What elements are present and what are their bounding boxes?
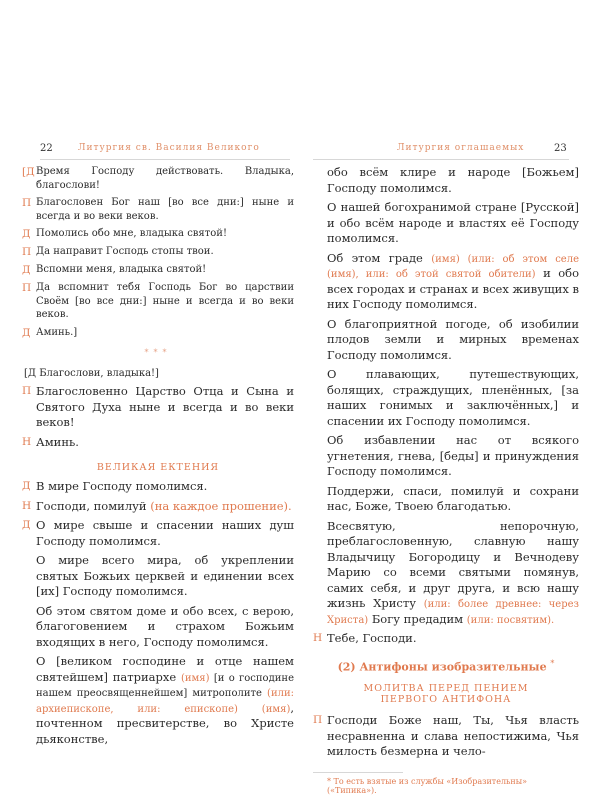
petition-text: Поддержи, спаси, помилуй и сохрани нас, Боже, Твоею благодатью. — [327, 483, 579, 513]
name-rubric: (имя) — [180, 672, 210, 684]
left-page — [22, 143, 295, 746]
verse-text: В мире Господу помолимся. — [36, 479, 208, 493]
page-number-right: 23 — [554, 143, 567, 154]
speaker-mark: П — [313, 714, 323, 727]
petition — [313, 484, 579, 515]
verse-text: Помолись обо мне, владыка святой! — [36, 228, 227, 239]
petition-part: Об этом граде — [327, 250, 432, 265]
verse-text: Время Господу действовать. Владыка, благослови! — [36, 166, 294, 191]
footnote-text: * То есть взятые из службы «Изобразительны» («Типика»). — [327, 776, 527, 795]
verse-row — [22, 196, 294, 223]
opening-dialogue — [22, 165, 294, 340]
speaker-mark: Н — [313, 632, 323, 644]
petition-part: Всесвятую, непорочную, преблагословенную, славную нашу Владычицу Богородицу и Вечнодеву Марию со всеми святыми помянув, самих себя, и друг друга, и всю нашу жизнь Христу — [327, 518, 579, 610]
header-divider-left — [40, 159, 290, 160]
verse-row — [22, 263, 294, 277]
petition-part: О [великом господине и отце нашем святейшем] патриархе — [36, 654, 294, 684]
petition-text: обо всём клире и народе [Божьем] Господу помолимся. — [327, 165, 579, 195]
petition-part: , почтенном пресвитерстве, во Христе дьяконстве, — [36, 700, 295, 746]
petition-text — [36, 654, 294, 747]
alternative-rubric: (или: более древнее: через Христа) — [327, 599, 579, 626]
blessing-dialogue — [22, 367, 294, 451]
verse-text: Аминь. — [36, 434, 79, 449]
verse-text: Да вспомнит тебя Господь Бог во царствии Своём [во все дни:] ныне и всегда и во веки веков. — [36, 282, 294, 320]
petition — [313, 251, 579, 313]
petition-part: и обо всех городах и странах и всех живущих в них Господу помолимся. — [327, 266, 580, 311]
speaker-mark: [Д — [22, 166, 35, 178]
verse-row — [22, 479, 294, 495]
petition-text: О нашей богохранимой стране [Русской] и обо всём народе и властях её Господу помолимся. — [327, 200, 579, 245]
section-separator: *** — [144, 347, 172, 357]
header-divider-right — [313, 159, 569, 160]
litany-heading: ВЕЛИКАЯ ЕКТЕНИЯ — [96, 462, 220, 473]
petition-text: Об этом святом доме и обо всех, с верою, благоговением и страхом Божьим входящих в него, Господу помолимся. — [36, 603, 294, 649]
verse-row — [22, 165, 294, 192]
speaker-mark: Д — [22, 519, 31, 531]
verse-text: Благословенно Царство Отца и Сына и Святого Духа ныне и всегда и во веки веков! — [36, 384, 294, 429]
petition — [313, 317, 579, 364]
antiphons-heading-text: (2) Антифоны изобразительные — [337, 660, 547, 674]
verse-row — [22, 435, 294, 451]
verse-text: Вспомни меня, владыка святой! — [36, 264, 207, 275]
petition — [22, 553, 294, 600]
verse-text: Да направит Господь стопы твои. — [36, 246, 214, 257]
alternative-rubric: (или: архиепископе, или: епископе) — [36, 688, 294, 715]
name-rubric: (имя) — [431, 253, 460, 265]
petition-text: О мире всего мира, об укреплении святых Божьих церквей и единении всех [их] Господу помолимся. — [36, 553, 294, 598]
speaker-mark: Д — [22, 264, 31, 276]
great-litany — [22, 479, 294, 747]
right-page — [313, 143, 580, 795]
verse-text: [Д Благослови, владыка!] — [24, 367, 159, 379]
prayer-heading-line2: ПЕРВОГО АНТИФОНА — [380, 694, 512, 706]
speaker-mark: Н — [22, 435, 32, 448]
alternative-rubric: (или: посвятим). — [466, 614, 555, 626]
speaker-mark: П — [22, 282, 32, 294]
petition — [22, 604, 294, 651]
page-number-left: 22 — [40, 143, 53, 154]
running-title-right: Литургия оглашаемых — [397, 143, 525, 153]
speaker-mark: Д — [22, 228, 31, 240]
petition — [313, 433, 579, 480]
running-header-right — [313, 143, 579, 157]
petition-text — [327, 519, 579, 628]
speaker-mark: П — [22, 385, 32, 397]
verse-text: Аминь.] — [36, 326, 78, 338]
verse-text: Благословен Бог наш [во все дни:] ныне и всегда и во веки веков. — [36, 197, 294, 222]
verse-text — [36, 499, 294, 515]
rubric-note: (на каждое прошение). — [150, 498, 292, 513]
petition — [313, 519, 579, 628]
verse-text: Господи Боже наш, Ты, Чья власть несравненна и слава непостижима, Чья милость безмерна и чело- — [327, 713, 579, 759]
petition-text: Об избавлении нас от всякого угнетения, гнева, [беды] и принуждения Господу помолимся. — [327, 433, 579, 478]
speaker-mark: Д — [22, 326, 31, 339]
verse-row — [22, 499, 294, 515]
right-content — [313, 165, 579, 795]
name-rubric: (имя) — [237, 703, 291, 715]
verse-row — [313, 713, 579, 760]
verse-text: О мире свыше и спасении наших душ Господу помолимся. — [36, 518, 294, 548]
footnote-rule — [313, 772, 403, 773]
antiphons-heading — [313, 659, 579, 674]
verse-row — [22, 281, 294, 322]
verse-row — [22, 384, 294, 431]
alternative-rubric: (или: об этом селе (имя), или: об этой святой обители) — [327, 253, 579, 280]
verse-row — [22, 227, 294, 241]
verse-row — [22, 518, 294, 549]
verse-row — [22, 326, 294, 340]
petition-text — [327, 251, 579, 313]
speaker-mark: Н — [22, 499, 32, 512]
petition-text: О плавающих, путешествующих, болящих, страждущих, пленённых, [за наших гонимых и заключённых,] и спасении их Господу помолимся. — [327, 367, 579, 428]
running-header-left — [22, 143, 294, 157]
petition-part: Богу предадим — [368, 611, 467, 626]
petition — [313, 367, 579, 429]
verse-row — [22, 245, 294, 259]
prayer-heading-line1: МОЛИТВА ПЕРЕД ПЕНИЕМ — [363, 683, 529, 695]
petition-text: О благоприятной погоде, об изобилии плодов земли и мирных временах Господу помолимся. — [327, 316, 579, 362]
petition — [313, 200, 579, 247]
verse-text: Тебе, Господи. — [327, 631, 417, 645]
verse-main: Господи, помилуй — [36, 498, 151, 513]
running-title-left: Литургия св. Василия Великого — [78, 143, 260, 153]
petition-part: [и о господине нашем преосвященнейшем] митрополите — [36, 672, 294, 699]
petition — [313, 165, 579, 196]
petition — [22, 654, 294, 747]
footnote-marker: * — [550, 658, 555, 668]
left-content — [22, 165, 294, 751]
speaker-mark: Д — [22, 480, 31, 492]
speaker-mark: П — [22, 197, 32, 209]
verse-row — [313, 631, 579, 647]
verse-row — [22, 367, 294, 381]
speaker-mark: П — [22, 246, 32, 258]
